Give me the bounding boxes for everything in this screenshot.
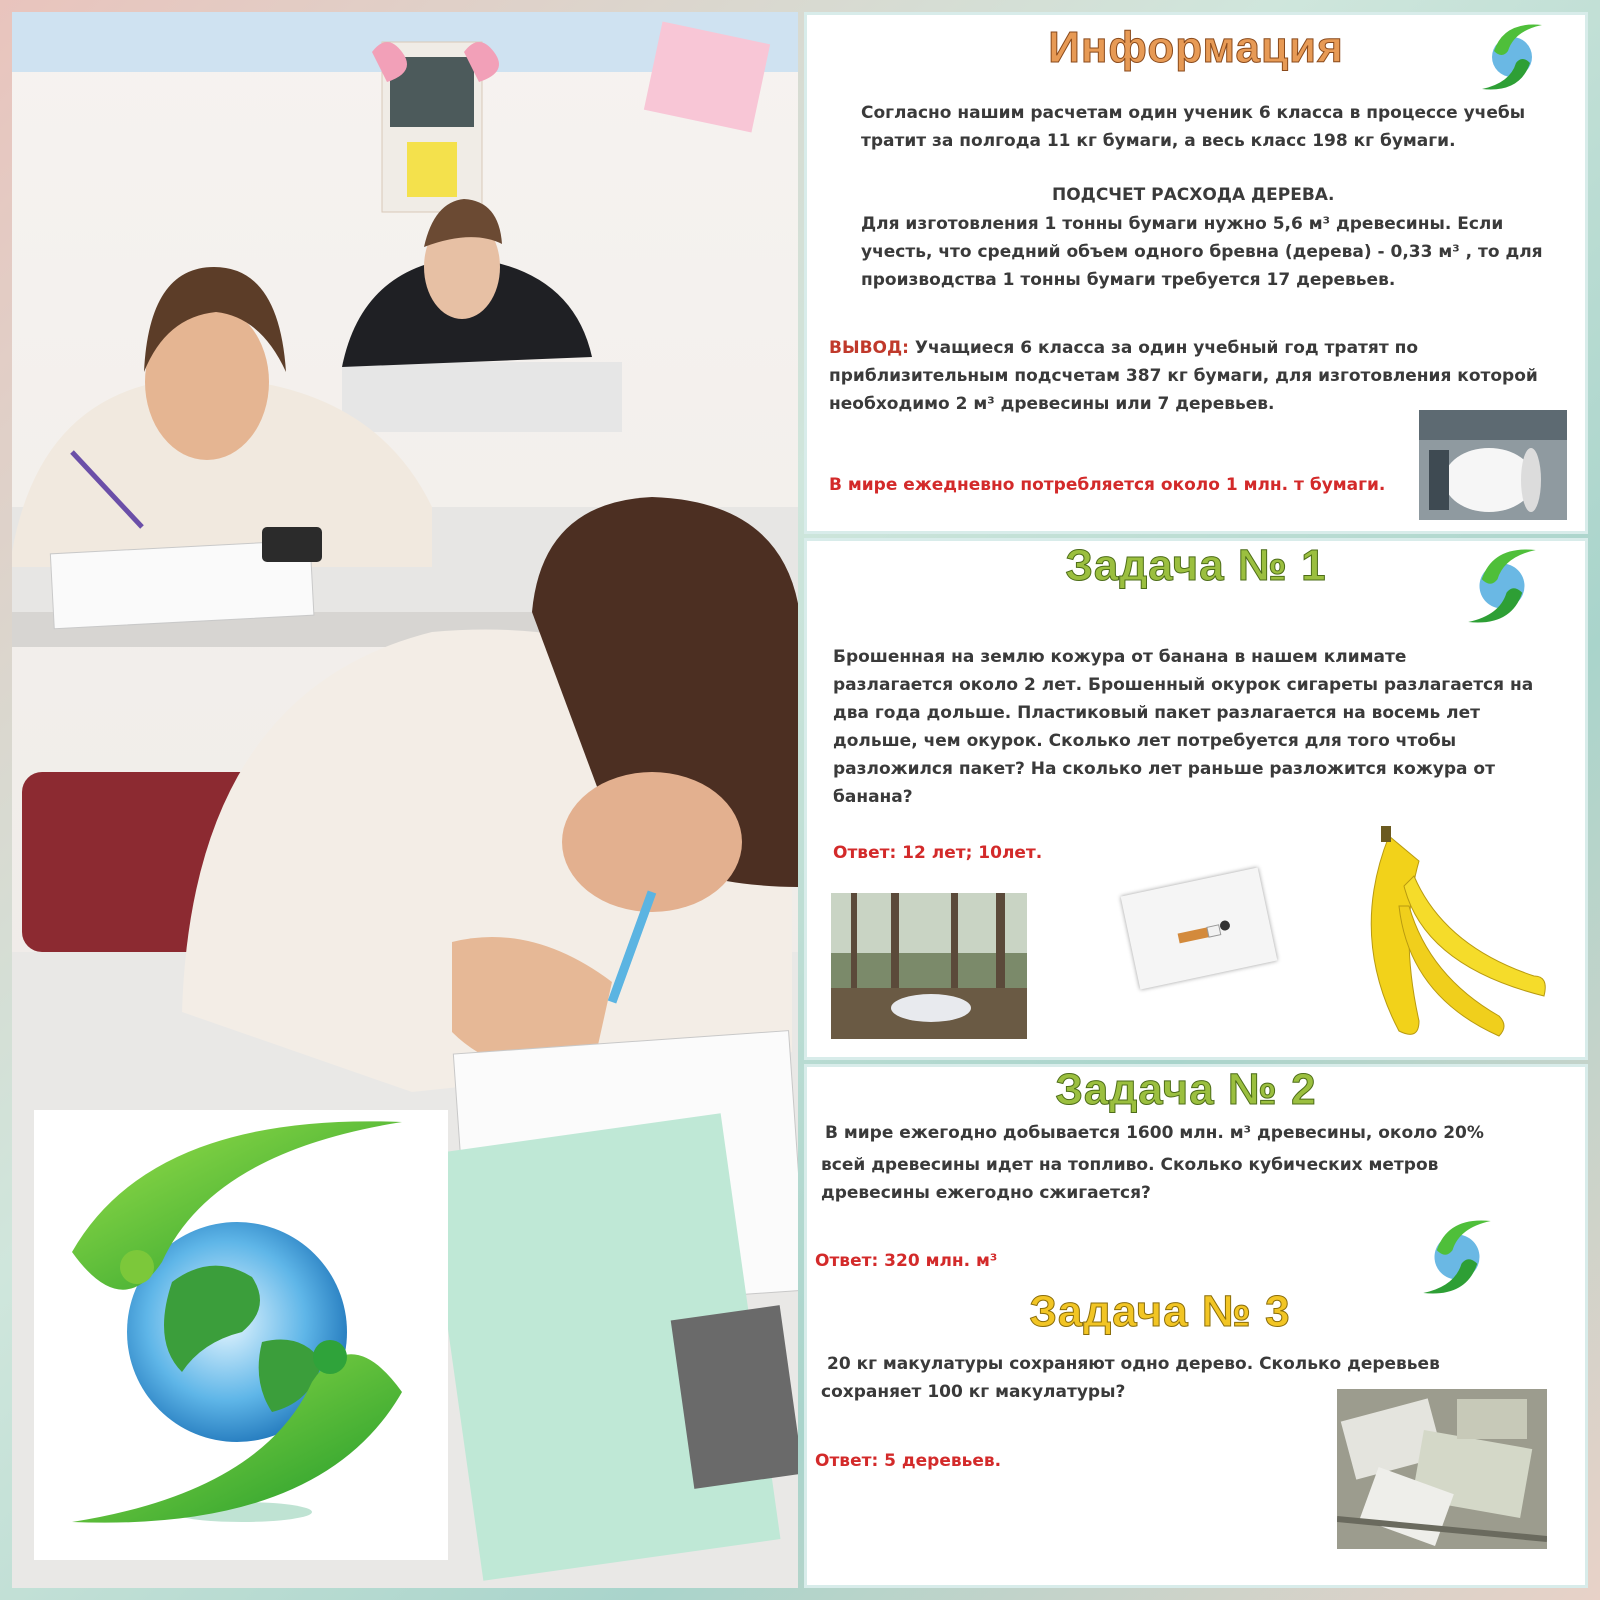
conclusion-label: ВЫВОД: [829, 338, 909, 358]
info-text-line: учесть, что средний объем одного бревна (дерева) - 0,33 м³ , то для [861, 242, 1543, 262]
task3-answer: Ответ: 5 деревьев. [815, 1451, 1002, 1471]
task1-panel [804, 538, 1588, 1060]
cigarette-butt-image [1121, 867, 1278, 989]
task2-text-line: всей древесины идет на топливо. Сколько кубических метров [821, 1155, 1439, 1175]
info-conclusion-line [829, 334, 1418, 362]
info-heading: ПОДСЧЕТ РАСХОДА ДЕРЕВА. [1052, 185, 1335, 205]
eco-logo-icon [1472, 17, 1552, 97]
task1-text-line: Брошенная на землю кожура от банана в нашем климате [833, 647, 1407, 667]
task1-text-line: разложился пакет? На сколько лет раньше разложится кожура от [833, 759, 1495, 779]
task2-answer: Ответ: 320 млн. м³ [815, 1251, 998, 1271]
info-conclusion-line: необходимо 2 м³ древесины или 7 деревьев. [829, 394, 1275, 414]
paper-roll-image [1419, 410, 1567, 520]
info-text-line: Для изготовления 1 тонны бумаги нужно 5,6 м³ древесины. Если [861, 214, 1504, 234]
info-text-line: тратит за полгода 11 кг бумаги, а весь класс 198 кг бумаги. [861, 131, 1456, 151]
forest-litter-image [831, 893, 1027, 1039]
info-footer: В мире ежедневно потребляется около 1 млн. т бумаги. [829, 475, 1386, 495]
classroom-photo [12, 12, 798, 1588]
task1-answer: Ответ: 12 лет; 10лет. [833, 843, 1043, 863]
classroom-illustration [12, 12, 798, 1588]
task3-text-line: 20 кг макулатуры сохраняют одно дерево. Сколько деревьев [827, 1354, 1440, 1374]
task23-panel [804, 1064, 1588, 1588]
eco-logo-icon [1457, 541, 1547, 631]
info-title: Информация [1048, 23, 1344, 72]
task1-text-line: два года дольше. Пластиковый пакет разлагается на восемь лет [833, 703, 1481, 723]
task1-text-line: разлагается около 2 лет. Брошенный окурок сигареты разлагается на [833, 675, 1534, 695]
task2-text-line: древесины ежегодно сжигается? [821, 1183, 1151, 1203]
info-panel [804, 12, 1588, 534]
waste-paper-image [1337, 1389, 1547, 1549]
info-text-line: производства 1 тонны бумаги требуется 17 деревьев. [861, 270, 1396, 290]
banana-peel-icon [1359, 826, 1549, 1041]
info-conclusion-line: приблизительным подсчетам 387 кг бумаги, для изготовления которой [829, 366, 1538, 386]
task1-title: Задача № 1 [1065, 541, 1327, 590]
task1-text-line: дольше, чем окурок. Сколько лет потребуется для того чтобы [833, 731, 1457, 751]
conclusion-text: Учащиеся 6 класса за один учебный год тратят по [908, 338, 1419, 358]
task2-title: Задача № 2 [1055, 1065, 1317, 1114]
info-text-line: Согласно нашим расчетам один ученик 6 класса в процессе учебы [861, 103, 1526, 123]
task3-title: Задача № 3 [1029, 1287, 1291, 1336]
task1-text-line: банана? [833, 787, 913, 807]
task2-text-line: В мире ежегодно добывается 1600 млн. м³ древесины, около 20% [825, 1123, 1484, 1143]
task3-text-line: сохраняет 100 кг макулатуры? [821, 1382, 1126, 1402]
